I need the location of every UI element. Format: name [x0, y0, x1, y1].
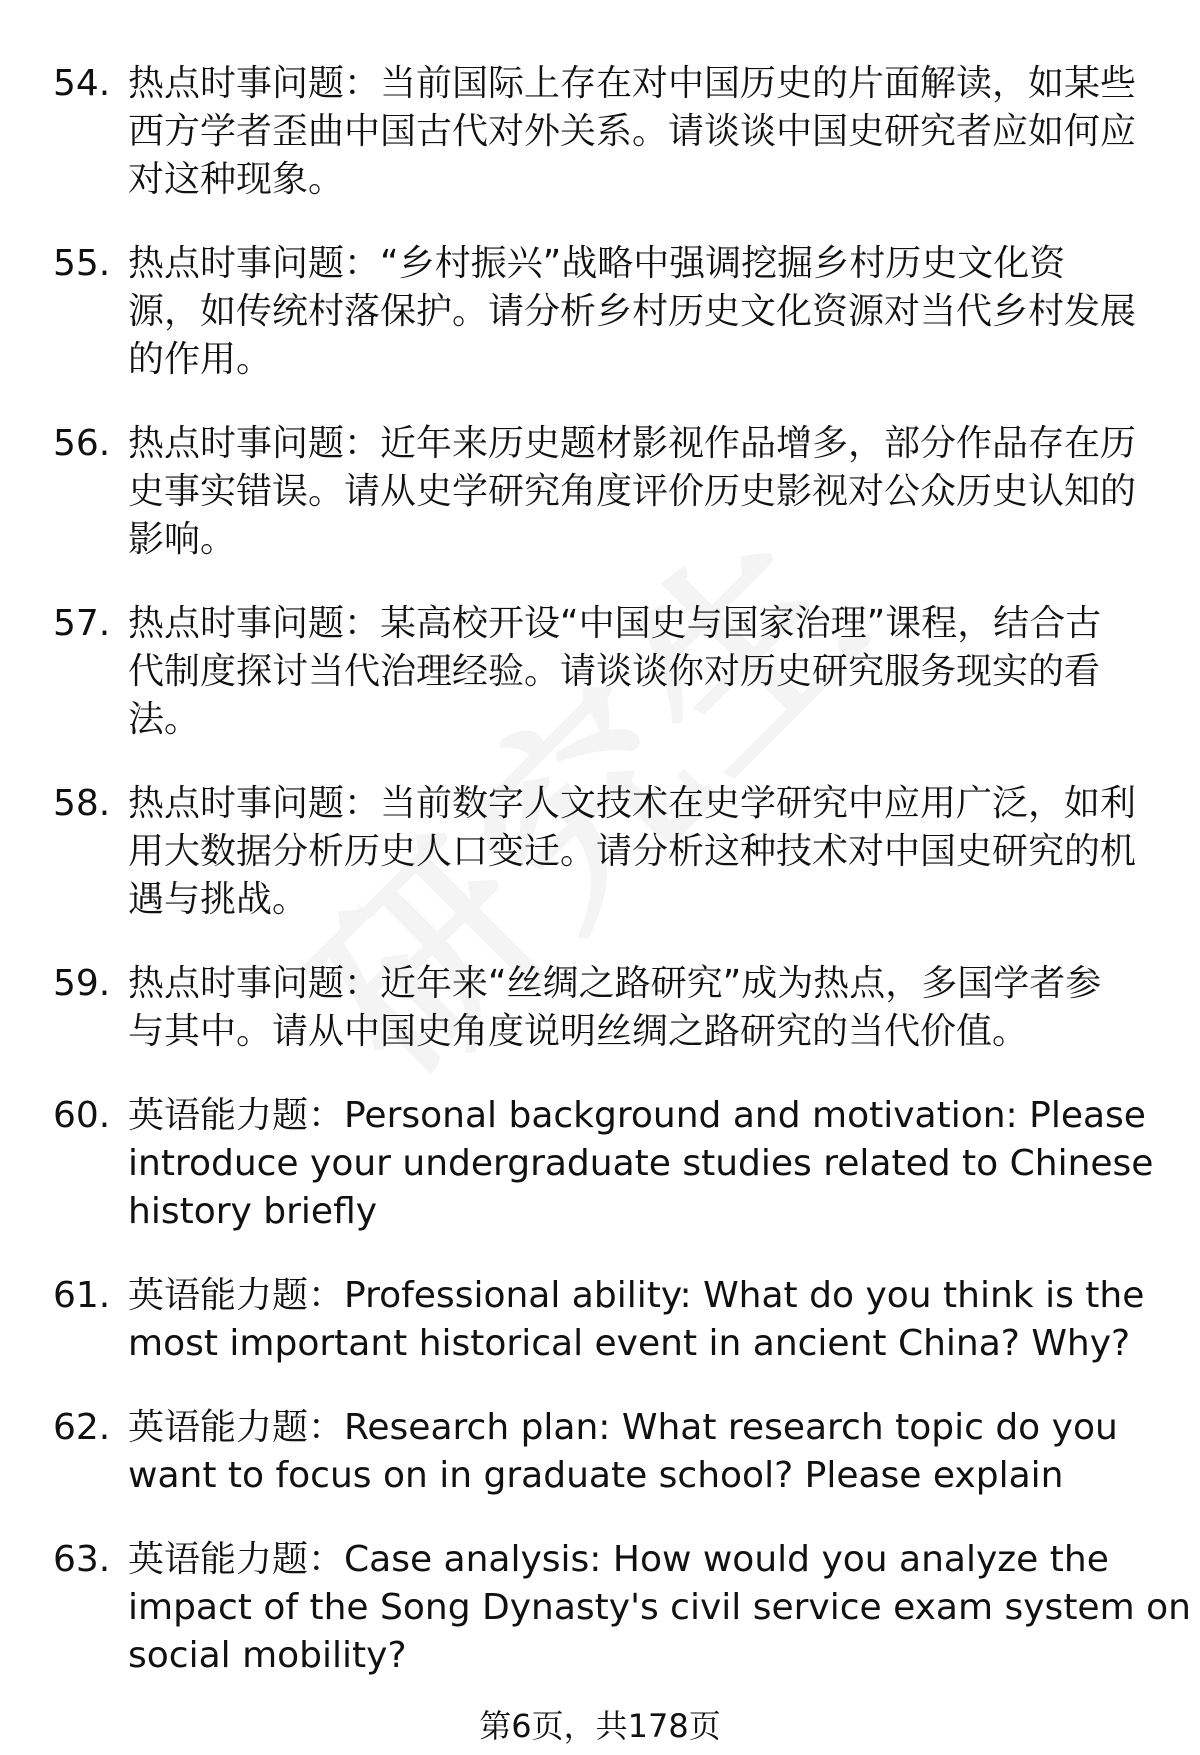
question-text	[128, 1536, 1191, 1680]
question-line: 英语能力题：Professional ability: What do you think is the	[128, 1275, 1145, 1316]
question-text	[128, 60, 1138, 204]
question-line: 源，如传统村落保护。请分析乡村历史文化资源对当代乡村发展	[128, 291, 1137, 332]
question-line: 遇与挑战。	[128, 879, 309, 920]
question-line: 西方学者歪曲中国古代对外关系。请谈谈中国史研究者应如何应	[128, 111, 1137, 152]
question-text	[128, 240, 1138, 384]
question-line: 影响。	[128, 519, 237, 560]
question-number: 63.	[53, 1539, 111, 1580]
question-line: 英语能力题：Research plan: What research topic do you	[128, 1407, 1118, 1448]
question-number: 56.	[53, 423, 111, 464]
question-number: 59.	[53, 963, 111, 1004]
question-line: history briefly	[128, 1191, 378, 1232]
question-line: 热点时事问题：近年来历史题材影视作品增多，部分作品存在历	[128, 423, 1137, 464]
question-line: 与其中。请从中国史角度说明丝绸之路研究的当代价值。	[128, 1011, 1029, 1052]
question-line: 热点时事问题：“乡村振兴”战略中强调挖掘乡村历史文化资	[128, 243, 1066, 284]
question-number: 55.	[53, 243, 111, 284]
question-line: 热点时事问题：近年来“丝绸之路研究”成为热点，多国学者参	[128, 963, 1102, 1004]
question-line: 英语能力题：Case analysis: How would you analyze the	[128, 1539, 1109, 1580]
question-line: 的作用。	[128, 339, 273, 380]
question-line: 热点时事问题：某高校开设“中国史与国家治理”课程，结合古	[128, 603, 1102, 644]
question-text	[128, 1092, 1154, 1236]
question-number: 58.	[53, 783, 111, 824]
question-line: 代制度探讨当代治理经验。请谈谈你对历史研究服务现实的看	[128, 651, 1101, 692]
question-text	[128, 1272, 1145, 1368]
question-line: introduce your undergraduate studies related to Chinese	[128, 1143, 1154, 1184]
question-number: 60.	[53, 1095, 111, 1136]
question-text	[128, 780, 1138, 924]
question-text	[128, 420, 1138, 564]
question-line: most important historical event in ancient China? Why?	[128, 1323, 1131, 1364]
page-footer: 第6页，共178页	[479, 1707, 721, 1745]
question-line: 用大数据分析历史人口变迁。请分析这种技术对中国史研究的机	[128, 831, 1137, 872]
question-number: 57.	[53, 603, 111, 644]
question-text	[128, 1404, 1138, 1500]
question-line: 史事实错误。请从史学研究角度评价历史影视对公众历史认知的	[128, 471, 1137, 512]
question-number: 62.	[53, 1407, 111, 1448]
question-line: 法。	[128, 699, 201, 740]
question-line: 热点时事问题：当前数字人文技术在史学研究中应用广泛，如利	[128, 783, 1137, 824]
question-line: social mobility?	[128, 1635, 407, 1676]
question-text	[128, 960, 1138, 1056]
question-text	[128, 600, 1138, 744]
question-line: 英语能力题：Personal background and motivation: Please	[128, 1095, 1146, 1136]
question-line: impact of the Song Dynasty's civil service exam system on	[128, 1587, 1191, 1628]
question-line: want to focus on in graduate school? Please explain	[128, 1455, 1064, 1496]
question-number: 61.	[53, 1275, 111, 1316]
question-number: 54.	[53, 63, 111, 104]
question-line: 对这种现象。	[128, 159, 345, 200]
question-line: 热点时事问题：当前国际上存在对中国历史的片面解读，如某些	[128, 63, 1137, 104]
